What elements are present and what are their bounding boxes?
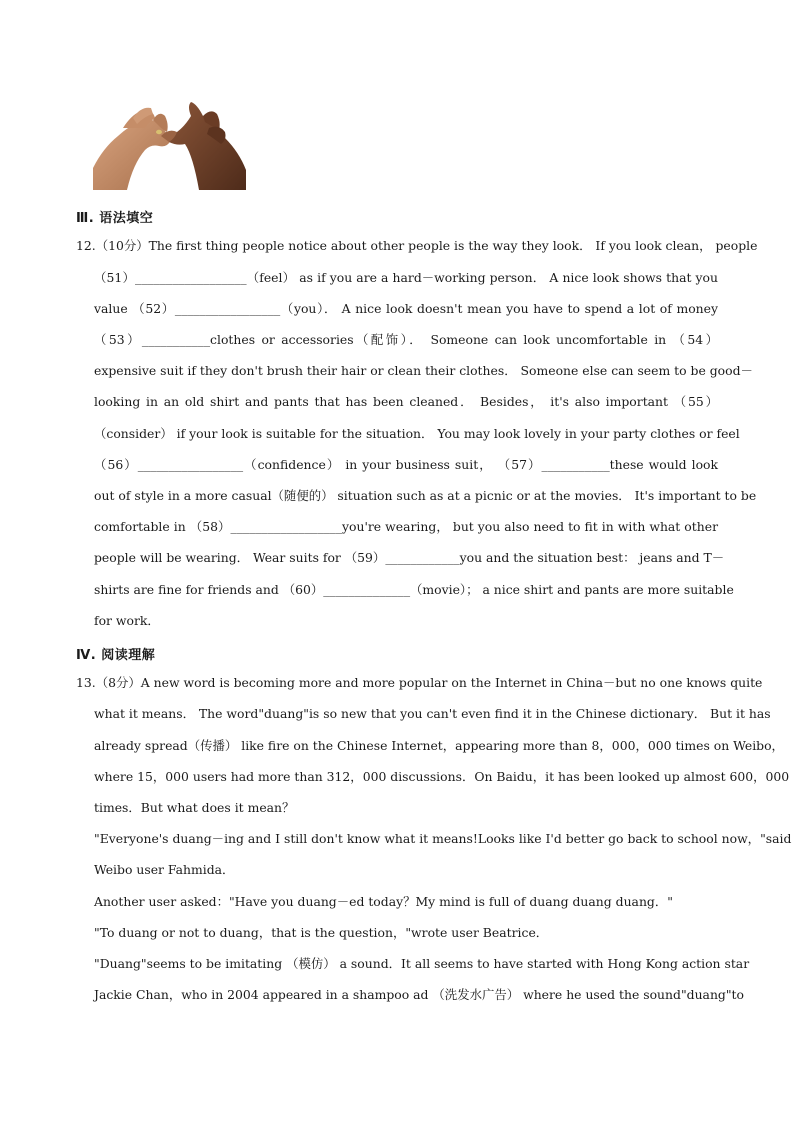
question-13-line-7: Weibo user Fahmida． (94, 862, 235, 877)
question-12-line-5: expensive suit if they don't brush their hair or clean their clothes． Someone else can seem to be good－ (94, 363, 753, 378)
question-12-line-11: people will be wearing． Wear suits for （59）____________you and the situation best： jeans and T－ (94, 550, 725, 565)
question-13-line-6: "Everyone's duang－ing and I still don't know what it means!Looks like I'd better go back to school now，"said (94, 831, 792, 846)
question-13-line-10: "Duang"seems to be imitating （模仿） a sound．It all seems to have started with Hong Kong action star (94, 956, 750, 971)
question-13-line-1: 13.（8分）A new word is becoming more and more popular on the Internet in China－but no one knows quite (76, 675, 763, 690)
question-12-line-4: （53）___________clothes or accessories（配饰）． Someone can look uncomfortable in （54） (94, 332, 718, 347)
question-13-line-3: already spread（传播） like fire on the Chinese Internet，appearing more than 8，000，000 times on Weibo， (94, 738, 784, 753)
question-12-line-2: （51）__________________（feel） as if you are a hard－working person． A nice look shows that you (94, 270, 718, 285)
question-12-line-7: （consider） if your look is suitable for the situation． You may look lovely in your party clothes or feel (94, 426, 740, 441)
question-12-line-10: comfortable in （58）__________________you're wearing， but you also need to fit in with what other (94, 519, 718, 534)
question-13-line-4: where 15，000 users had more than 312，000 discussions．On Baidu，it has been looked up almost 600，000 (94, 769, 790, 784)
question-12-line-13: for work． (94, 613, 160, 628)
question-12-line-1: 12.（10分）The first thing people notice about other people is the way they look． If you look clean， people (76, 238, 758, 253)
question-12-line-6: looking in an old shirt and pants that has been cleaned． Besides， it's also important （55） (94, 394, 718, 409)
question-12-line-9: out of style in a more casual（随便的） situation such as at a picnic or at the movies． It's important to be (94, 488, 757, 503)
question-12-line-12: shirts are fine for friends and （60）______________（movie）； a nice shirt and pants are more suitable (94, 582, 734, 597)
question-12-line-8: （56）_________________（confidence） in your business suit， （57）___________these would look (94, 457, 718, 472)
question-13-line-9: "To duang or not to duang，that is the question，"wrote user Beatrice． (94, 925, 549, 940)
question-12-line-3: value （52）_________________（you）． A nice look doesn't mean you have to spend a lot of money (94, 301, 718, 316)
section-heading-reading: Ⅳ. 阅读理解 (76, 648, 156, 663)
section-heading-grammar: Ⅲ. 语法填空 (76, 211, 154, 226)
question-13-line-11: Jackie Chan，who in 2004 appeared in a shampoo ad （洗发水广告） where he used the sound"duang"to (94, 987, 744, 1002)
question-13-line-8: Another user asked："Have you duang－ed today？My mind is full of duang duang duang．" (94, 894, 673, 909)
question-13-line-5: times．But what does it mean？ (94, 800, 295, 815)
question-13-line-2: what it means． The word"duang"is so new that you can't even find it in the Chinese dictionary． But it has (94, 706, 771, 721)
pinky-promise-hands-photo (93, 98, 246, 190)
